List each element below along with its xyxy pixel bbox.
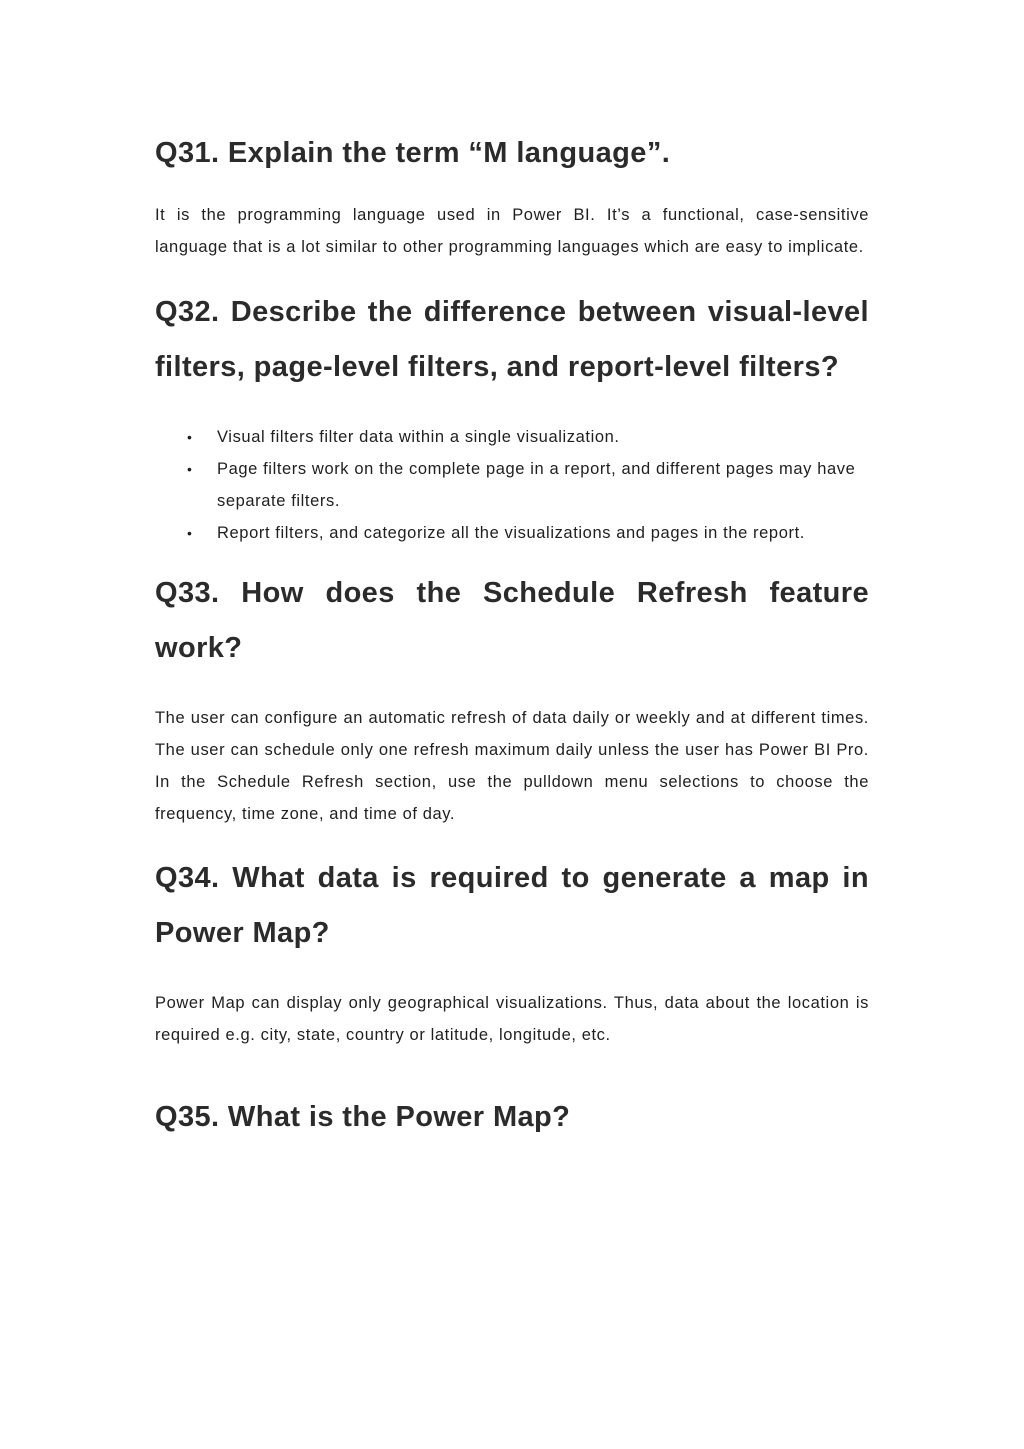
bullet-dot-icon: • (187, 525, 193, 541)
question-32-heading: Q32. Describe the difference between visual-level filters, page-level filters, and report-level filters? (155, 296, 869, 383)
question-33-answer: The user can configure an automatic refresh of data daily or weekly and at different times. The user can schedule only one refresh maximum daily unless the user has Power BI Pro. In the Schedule Refresh section, use the pulldown menu selections to choose the frequency, time zone, and time of day. (155, 709, 869, 823)
question-34-answer: Power Map can display only geographical visualizations. Thus, data about the location is required e.g. city, state, country or latitude, longitude, etc. (155, 994, 869, 1044)
bullet-item (155, 421, 867, 453)
bullet-dot-icon: • (187, 461, 193, 477)
bullet-text: Visual filters filter data within a single visualization. (217, 428, 620, 446)
question-33-heading: Q33. How does the Schedule Refresh feature work? (155, 577, 869, 664)
question-31-answer: It is the programming language used in Power BI. It’s a functional, case-sensitive language that is a lot similar to other programming languages which are easy to implicate. (155, 206, 869, 256)
document-content (155, 126, 869, 1145)
bullet-item (155, 453, 867, 517)
bullet-text: Report filters, and categorize all the visualizations and pages in the report. (217, 524, 805, 542)
bullet-item (155, 517, 867, 549)
bullet-text: Page filters work on the complete page in a report, and different pages may have separate filters. (217, 460, 856, 510)
question-31-heading: Q31. Explain the term “M language”. (155, 137, 671, 169)
bullet-dot-icon: • (187, 429, 193, 445)
question-35-heading: Q35. What is the Power Map? (155, 1101, 571, 1133)
question-32-bullet-list (155, 421, 869, 549)
question-34-heading: Q34. What data is required to generate a map in Power Map? (155, 862, 869, 949)
